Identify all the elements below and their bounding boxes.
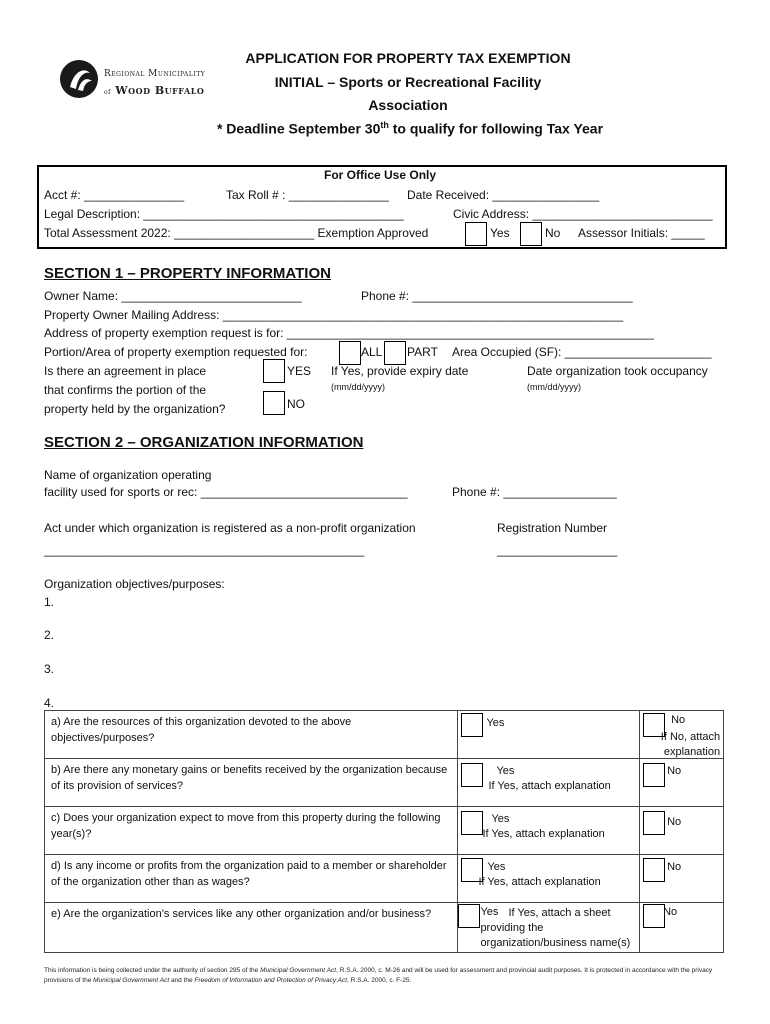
office-yes-checkbox[interactable]: [465, 222, 487, 246]
questions-table: [44, 710, 724, 953]
section1-heading: SECTION 1 – PROPERTY INFORMATION: [44, 265, 331, 282]
question-d-yes-label: Yes: [487, 861, 506, 873]
logo-name-line1: Regional Municipality: [104, 69, 206, 79]
logo-of: of: [104, 89, 111, 96]
question-c-yes-note: If Yes, attach explanation: [482, 828, 605, 840]
question-e-yes-checkbox[interactable]: [458, 904, 480, 928]
question-a: a) Are the resources of this organization devoted to the above objectives/purposes?: [45, 711, 458, 759]
question-a-no-cell: [640, 711, 724, 759]
agreement-question-2: that confirms the portion of the: [44, 383, 207, 397]
agreement-question-1: Is there an agreement in place: [44, 364, 207, 378]
footer-text-4: , R.S.A. 2000, c. F-25.: [347, 977, 412, 984]
table-row: [45, 807, 724, 855]
question-b-no-label: No: [667, 765, 682, 777]
question-a-yes-label: Yes: [486, 717, 505, 729]
act-field[interactable]: ________________________________________________: [44, 543, 365, 557]
office-no-checkbox[interactable]: [520, 222, 542, 246]
question-d-no-cell: [640, 855, 724, 903]
footer-act-2: Municipal Government Act: [93, 977, 170, 984]
office-heading: For Office Use Only: [324, 168, 437, 182]
act-label: Act under which organization is registered as a non-profit organization: [44, 521, 416, 535]
office-legal: Legal Description: _______________________________________: [44, 207, 404, 221]
question-b-yes-label: Yes: [496, 765, 515, 777]
question-b-yes-checkbox[interactable]: [461, 763, 483, 787]
org-name-field[interactable]: facility used for sports or rec: _______________________________: [44, 485, 408, 499]
org-phone-field[interactable]: Phone #: _________________: [452, 485, 617, 499]
objective-2[interactable]: 2.: [44, 628, 55, 642]
question-c-yes-checkbox[interactable]: [461, 811, 483, 835]
question-d-no-label: No: [667, 861, 682, 873]
question-c-no-checkbox[interactable]: [643, 811, 665, 835]
objective-1[interactable]: 1.: [44, 595, 55, 609]
question-c-yes-label: Yes: [491, 813, 510, 825]
question-a-no-label: No: [671, 714, 686, 726]
question-e: e) Are the organization’s services like any other organization and/or business?: [45, 903, 458, 953]
expiry-date-format: (mm/dd/yyyy): [331, 382, 385, 392]
question-b-no-cell: [640, 759, 724, 807]
deadline-pre: * Deadline September 30: [216, 120, 381, 137]
question-c-yes-cell: [458, 807, 640, 855]
question-d-yes-cell: [458, 855, 640, 903]
table-row: [45, 855, 724, 903]
objectives-label: Organization objectives/purposes:: [44, 577, 225, 591]
occupancy-date-format: (mm/dd/yyyy): [527, 382, 581, 392]
privacy-footer: [44, 966, 734, 986]
section2-heading: SECTION 2 – ORGANIZATION INFORMATION: [44, 434, 364, 451]
question-e-yes-note: If Yes, attach a sheet providing the organization/business name(s): [480, 907, 631, 949]
owner-name-field[interactable]: Owner Name: ___________________________: [44, 289, 302, 303]
question-e-no-checkbox[interactable]: [643, 904, 665, 928]
office-date-received: Date Received: ________________: [407, 188, 600, 202]
agreement-yes-label: YES: [287, 364, 312, 378]
form-subtitle: INITIAL – Sports or Recreational Facility: [274, 74, 542, 90]
question-a-no-note: If No, attach explanation: [660, 731, 721, 758]
objective-4[interactable]: 4.: [44, 696, 55, 710]
office-assessor: Assessor Initials: _____: [578, 226, 705, 240]
agreement-no-checkbox[interactable]: [263, 391, 285, 415]
table-row: [45, 903, 724, 953]
table-row: [45, 759, 724, 807]
agreement-question-3: property held by the organization?: [44, 402, 226, 416]
question-a-yes-checkbox[interactable]: [461, 713, 483, 737]
property-address-field[interactable]: Address of property exemption request is for: _______________________________________________________: [44, 326, 654, 340]
office-total: Total Assessment 2022: _____________________ Exemption Approved: [44, 226, 429, 240]
question-e-no-label: No: [663, 906, 678, 918]
all-label: ALL: [361, 345, 383, 359]
deadline-text: [160, 120, 660, 137]
question-e-yes-cell: [458, 903, 640, 953]
part-label: PART: [407, 345, 438, 359]
question-c-no-label: No: [667, 816, 682, 828]
question-b-no-checkbox[interactable]: [643, 763, 665, 787]
office-no-label: No: [545, 226, 561, 240]
owner-phone-field[interactable]: Phone #: _________________________________: [361, 289, 633, 303]
expiry-date-label: If Yes, provide expiry date: [331, 364, 469, 378]
office-tax-roll: Tax Roll # : _______________: [226, 188, 389, 202]
question-b: b) Are there any monetary gains or benefits received by the organization because of its provision of services?: [45, 759, 458, 807]
footer-act-3: Freedom of Information and Protection of Privacy Act: [194, 977, 348, 984]
question-b-yes-note: If Yes, attach explanation: [488, 780, 611, 792]
deadline-sup: th: [380, 120, 389, 130]
deadline-post: to qualify for following Tax Year: [388, 120, 604, 137]
agreement-no-label: NO: [287, 397, 305, 411]
registration-field[interactable]: __________________: [497, 543, 618, 557]
question-c-no-cell: [640, 807, 724, 855]
footer-text-2: , R.S.A. 2000, c. M-26 and will be used for assessment and provincial audit purposes. It is protected in accordance with the privacy provisions of the: [44, 967, 713, 984]
footer-text-3: and the: [169, 977, 195, 984]
area-occupied-field[interactable]: Area Occupied (SF): ______________________: [452, 345, 712, 359]
question-e-no-cell: [640, 903, 724, 953]
all-checkbox[interactable]: [339, 341, 361, 365]
question-b-yes-cell: [458, 759, 640, 807]
logo: [58, 57, 208, 101]
form-title: APPLICATION FOR PROPERTY TAX EXEMPTION: [245, 50, 571, 66]
office-yes-label: Yes: [490, 226, 510, 240]
registration-label: Registration Number: [497, 521, 608, 535]
footer-act-1: Municipal Government Act: [260, 967, 337, 974]
question-d-yes-note: If Yes, attach explanation: [478, 876, 601, 888]
portion-label: Portion/Area of property exemption requested for:: [44, 345, 308, 359]
objective-3[interactable]: 3.: [44, 662, 55, 676]
logo-emblem-icon: [58, 57, 100, 101]
mailing-address-field[interactable]: Property Owner Mailing Address: ____________________________________________________________: [44, 308, 624, 322]
footer-text-1: This information is being collected under the authority of section 295 of the: [44, 967, 261, 974]
office-acct: Acct #: _______________: [44, 188, 185, 202]
part-checkbox[interactable]: [384, 341, 406, 365]
question-c: c) Does your organization expect to move from this property during the following year(s)?: [45, 807, 458, 855]
question-a-yes-cell: [458, 711, 640, 759]
org-name-label: Name of organization operating: [44, 468, 212, 482]
logo-name-line2: Wood Buffalo: [115, 84, 205, 97]
table-row: [45, 711, 724, 759]
question-e-yes-label: Yes: [480, 906, 499, 918]
agreement-yes-checkbox[interactable]: [263, 359, 285, 383]
question-d: d) Is any income or profits from the organization paid to a member or shareholder of the organization other than as wages?: [45, 855, 458, 903]
question-d-no-checkbox[interactable]: [643, 858, 665, 882]
office-civic: Civic Address: ___________________________: [453, 207, 713, 221]
form-subtitle-2: Association: [368, 97, 448, 113]
occupancy-date-label: Date organization took occupancy: [527, 364, 708, 378]
